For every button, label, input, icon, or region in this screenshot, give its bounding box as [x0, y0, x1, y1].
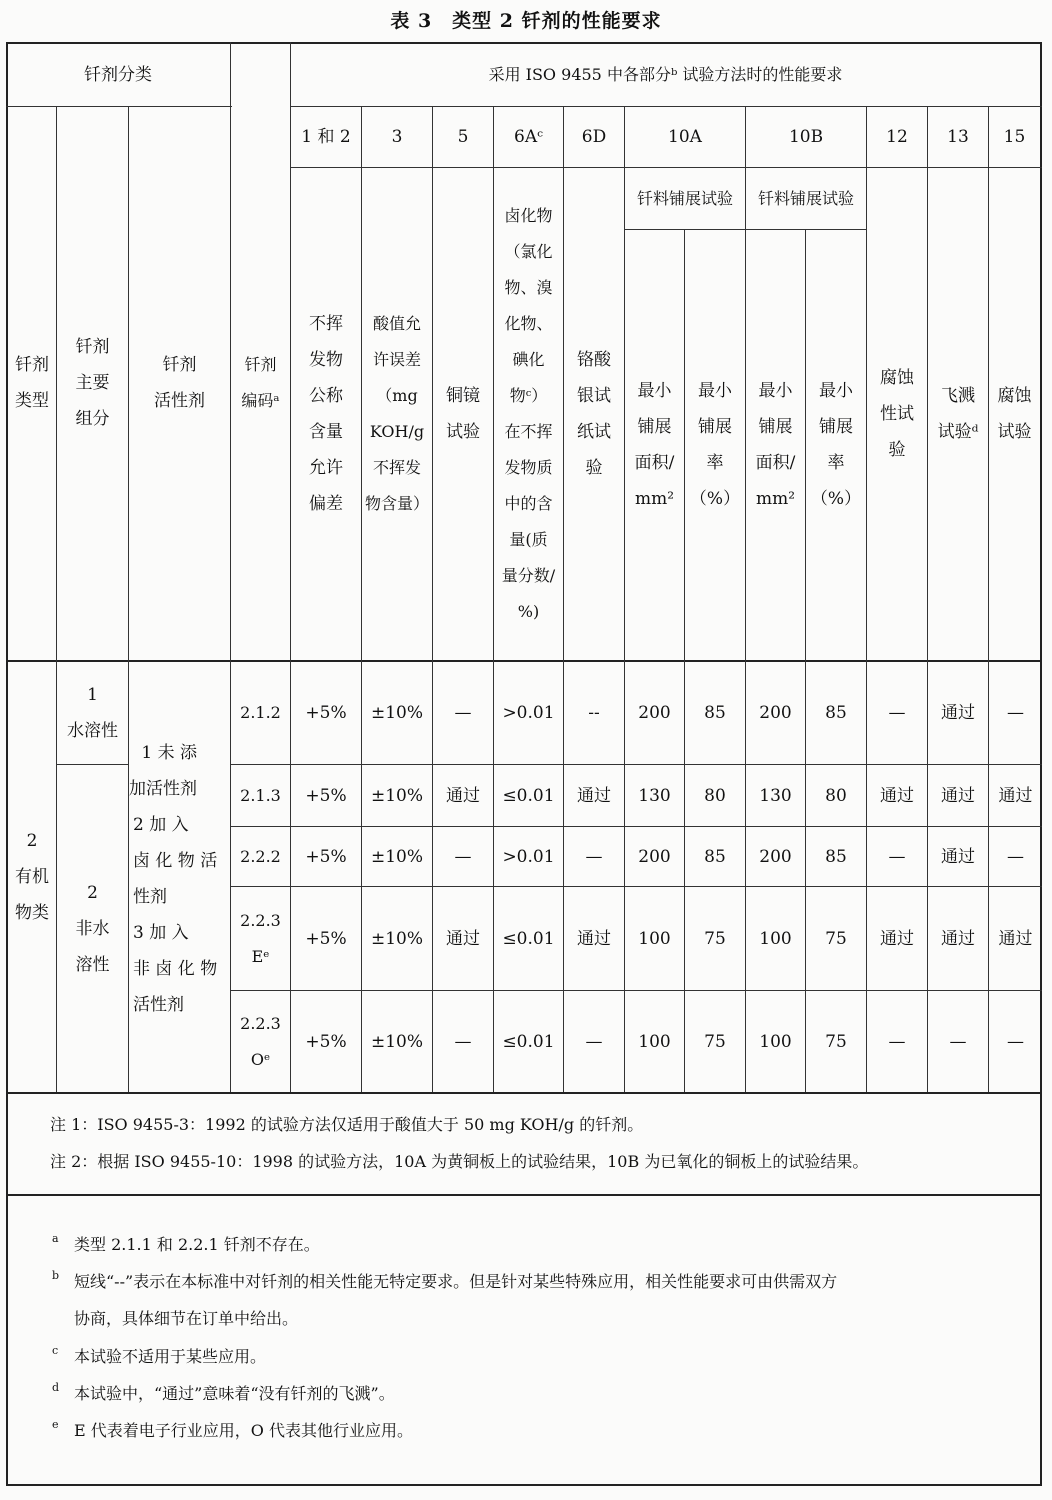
hline: [6, 1092, 1042, 1094]
flux-code-cell: 2.2.2: [240, 846, 281, 866]
footnote-mark: c: [52, 1344, 59, 1357]
table-cell: 100: [638, 928, 671, 949]
table-cell: ≤0.01: [502, 1031, 555, 1052]
table-cell: 130: [638, 785, 671, 806]
footnote-text: 类型 2.1.1 和 2.2.1 钎剂不存在。: [74, 1235, 320, 1254]
header-methods: 采用 ISO 9455 中各部分ᵇ 试验方法时的性能要求: [488, 65, 843, 84]
table-cell: 通过: [998, 785, 1033, 806]
sub-header: 不挥 发物 公称 含量 允许 偏差: [309, 314, 343, 514]
table-cell: +5%: [305, 785, 347, 806]
sub-header: 铬酸 银试 纸试 验: [577, 350, 611, 478]
table-cell: 通过: [880, 785, 914, 806]
footnote-text: E 代表着电子行业应用，O 代表其他行业应用。: [74, 1421, 413, 1440]
part-header: 5: [457, 126, 469, 147]
table-cell: 100: [759, 928, 792, 949]
table-cell: 200: [759, 703, 792, 723]
table-cell: ±10%: [370, 928, 424, 949]
table-cell: >0.01: [502, 846, 555, 867]
table-cell: ±10%: [370, 703, 424, 723]
component-non-water-soluble: 2 非水 溶性: [75, 882, 110, 975]
header-activator: 钎剂 活性剂: [154, 355, 205, 411]
note-1: 注 1：ISO 9455-3：1992 的试验方法仅适用于酸值大于 50 mg KOH/g 的钎剂。: [50, 1115, 644, 1134]
sub-header: 最小 铺展 面积/ mm²: [755, 380, 796, 509]
activator-non-halide: 3 加 入 非 卤 化 物 活性剂: [133, 923, 218, 1015]
footnote-mark: b: [52, 1269, 60, 1282]
table-cell: >0.01: [502, 703, 555, 723]
table-cell: --: [588, 703, 600, 723]
activator-halide: 2 加 入 卤 化 物 活 性剂: [133, 815, 218, 907]
part-header: 3: [391, 126, 403, 147]
table-cell: +5%: [305, 703, 347, 723]
table-cell: 200: [759, 846, 792, 867]
table-cell: +5%: [305, 846, 347, 867]
table-cell: —: [1007, 846, 1024, 867]
table-cell: 75: [704, 1031, 726, 1052]
sub-header: 铜镜 试验: [446, 386, 480, 442]
component-water-soluble: 1 水溶性: [67, 685, 118, 741]
sub-header: 酸值允 许误差 （mg KOH/g 不挥发 物含量）: [364, 314, 429, 513]
activator-none: 1 未 添 加活性剂: [129, 743, 197, 799]
part-header: 6D: [581, 126, 607, 147]
table-title: 表 3 类型 2 钎剂的性能要求: [390, 10, 662, 32]
table-cell: 通过: [446, 928, 480, 949]
table-cell: —: [1007, 703, 1024, 723]
table-cell: 100: [638, 1031, 671, 1052]
table-cell: 75: [825, 1031, 847, 1052]
table-cell: 通过: [880, 928, 914, 949]
part-header: 10B: [788, 126, 824, 147]
footnote-text: 本试验中，“通过”意味着“没有钎剂的飞溅”。: [74, 1384, 395, 1403]
flux-code-cell: 2.1.2: [240, 703, 281, 722]
flux-code-cell: 2.1.3: [240, 785, 281, 805]
sub-header: 飞溅 试验ᵈ: [937, 386, 979, 442]
footnote-a: [52, 1226, 1042, 1263]
table-cell: —: [454, 703, 472, 723]
sub-header: 腐蚀 性试 验: [880, 368, 914, 460]
table-cell: 85: [704, 846, 726, 867]
footnote-mark: e: [52, 1418, 59, 1431]
table-cell: ±10%: [370, 785, 424, 806]
spread-test-10a: 钎料铺展试验: [636, 188, 733, 208]
flux-code-cell: 2.2.3 Eᵉ: [240, 910, 281, 966]
footnote-text: 短线“--”表示在本标准中对钎剂的相关性能无特定要求。但是针对某些特殊应用，相关性能要求可由供需双方 协商，具体细节在订单中给出。: [74, 1272, 838, 1328]
table-cell: 100: [759, 1031, 792, 1052]
table-cell: 75: [825, 928, 847, 949]
flux-type-label: 2 有机 物类: [15, 831, 49, 923]
table-cell: —: [949, 1031, 967, 1052]
header-flux-type: 钎剂 类型: [15, 355, 49, 411]
table-cell: 通过: [941, 785, 975, 806]
table-cell: 通过: [446, 785, 480, 806]
spread-test-10b: 钎料铺展试验: [757, 188, 854, 208]
table-cell: 130: [759, 785, 792, 806]
part-header: 1 和 2: [301, 126, 351, 147]
table-cell: 75: [704, 928, 726, 949]
table-cell: 85: [704, 703, 726, 723]
table-cell: 200: [638, 846, 671, 867]
table-cell: 通过: [998, 928, 1033, 949]
table-cell: —: [1007, 1031, 1024, 1052]
footnote-e: [52, 1412, 1042, 1449]
table-cell: +5%: [305, 928, 347, 949]
table-cell: 通过: [577, 785, 611, 806]
table-cell: 通过: [577, 928, 611, 949]
table-cell: —: [454, 846, 472, 867]
footnote-d: [52, 1375, 1042, 1412]
hline: [6, 1194, 1042, 1196]
table-cell: —: [888, 1031, 906, 1052]
table-cell: 85: [825, 846, 847, 867]
footnote-mark: a: [52, 1232, 59, 1245]
table-cell: 80: [704, 785, 726, 806]
footnote-text: 本试验不适用于某些应用。: [74, 1347, 267, 1366]
table-cell: 通过: [941, 703, 975, 723]
table-cell: ≤0.01: [502, 928, 555, 949]
table-cell: 85: [825, 703, 847, 723]
footnote-c: [52, 1338, 1042, 1375]
table-cell: —: [888, 703, 906, 723]
table-cell: ±10%: [370, 846, 424, 867]
sub-header: 最小 铺展 率 （%）: [689, 380, 741, 509]
table-cell: 80: [825, 785, 847, 806]
note-2: 注 2：根据 ISO 9455-10：1998 的试验方法，10A 为黄铜板上的试验结果，10B 为已氧化的铜板上的试验结果。: [50, 1152, 869, 1171]
footnote-mark: d: [52, 1381, 60, 1394]
part-header: 12: [886, 126, 908, 147]
flux-code-cell: 2.2.3 Oᵉ: [240, 1013, 281, 1069]
table-cell: —: [888, 846, 906, 867]
header-code: 钎剂 编码ᵃ: [241, 355, 280, 410]
sub-header: 卤化物 （氯化 物、溴 化物、 碘化 物ᶜ） 在不挥 发物质 中的含 量(质 量分数/ %): [501, 206, 556, 621]
table-cell: —: [585, 1031, 603, 1052]
footnote-b: [52, 1263, 1042, 1337]
table-cell: —: [454, 1031, 472, 1052]
table-cell: ±10%: [370, 1031, 424, 1052]
part-header: 10A: [668, 126, 702, 147]
table-cell: +5%: [305, 1031, 347, 1052]
header-classification: 钎剂分类: [84, 65, 152, 85]
table-cell: 通过: [941, 928, 975, 949]
part-header: 15: [1003, 126, 1026, 147]
table-cell: ≤0.01: [502, 785, 555, 806]
table-cell: —: [585, 846, 603, 867]
table-cell: 200: [638, 703, 671, 723]
part-header: 13: [947, 126, 969, 147]
sub-header: 最小 铺展 率 （%）: [810, 380, 862, 509]
sub-header: 腐蚀 试验: [997, 386, 1032, 442]
part-header: 6Aᶜ: [514, 126, 543, 147]
sub-header: 最小 铺展 面积/ mm²: [634, 380, 675, 509]
header-main-component: 钎剂 主要 组分: [75, 337, 110, 429]
table-cell: 通过: [941, 846, 975, 867]
